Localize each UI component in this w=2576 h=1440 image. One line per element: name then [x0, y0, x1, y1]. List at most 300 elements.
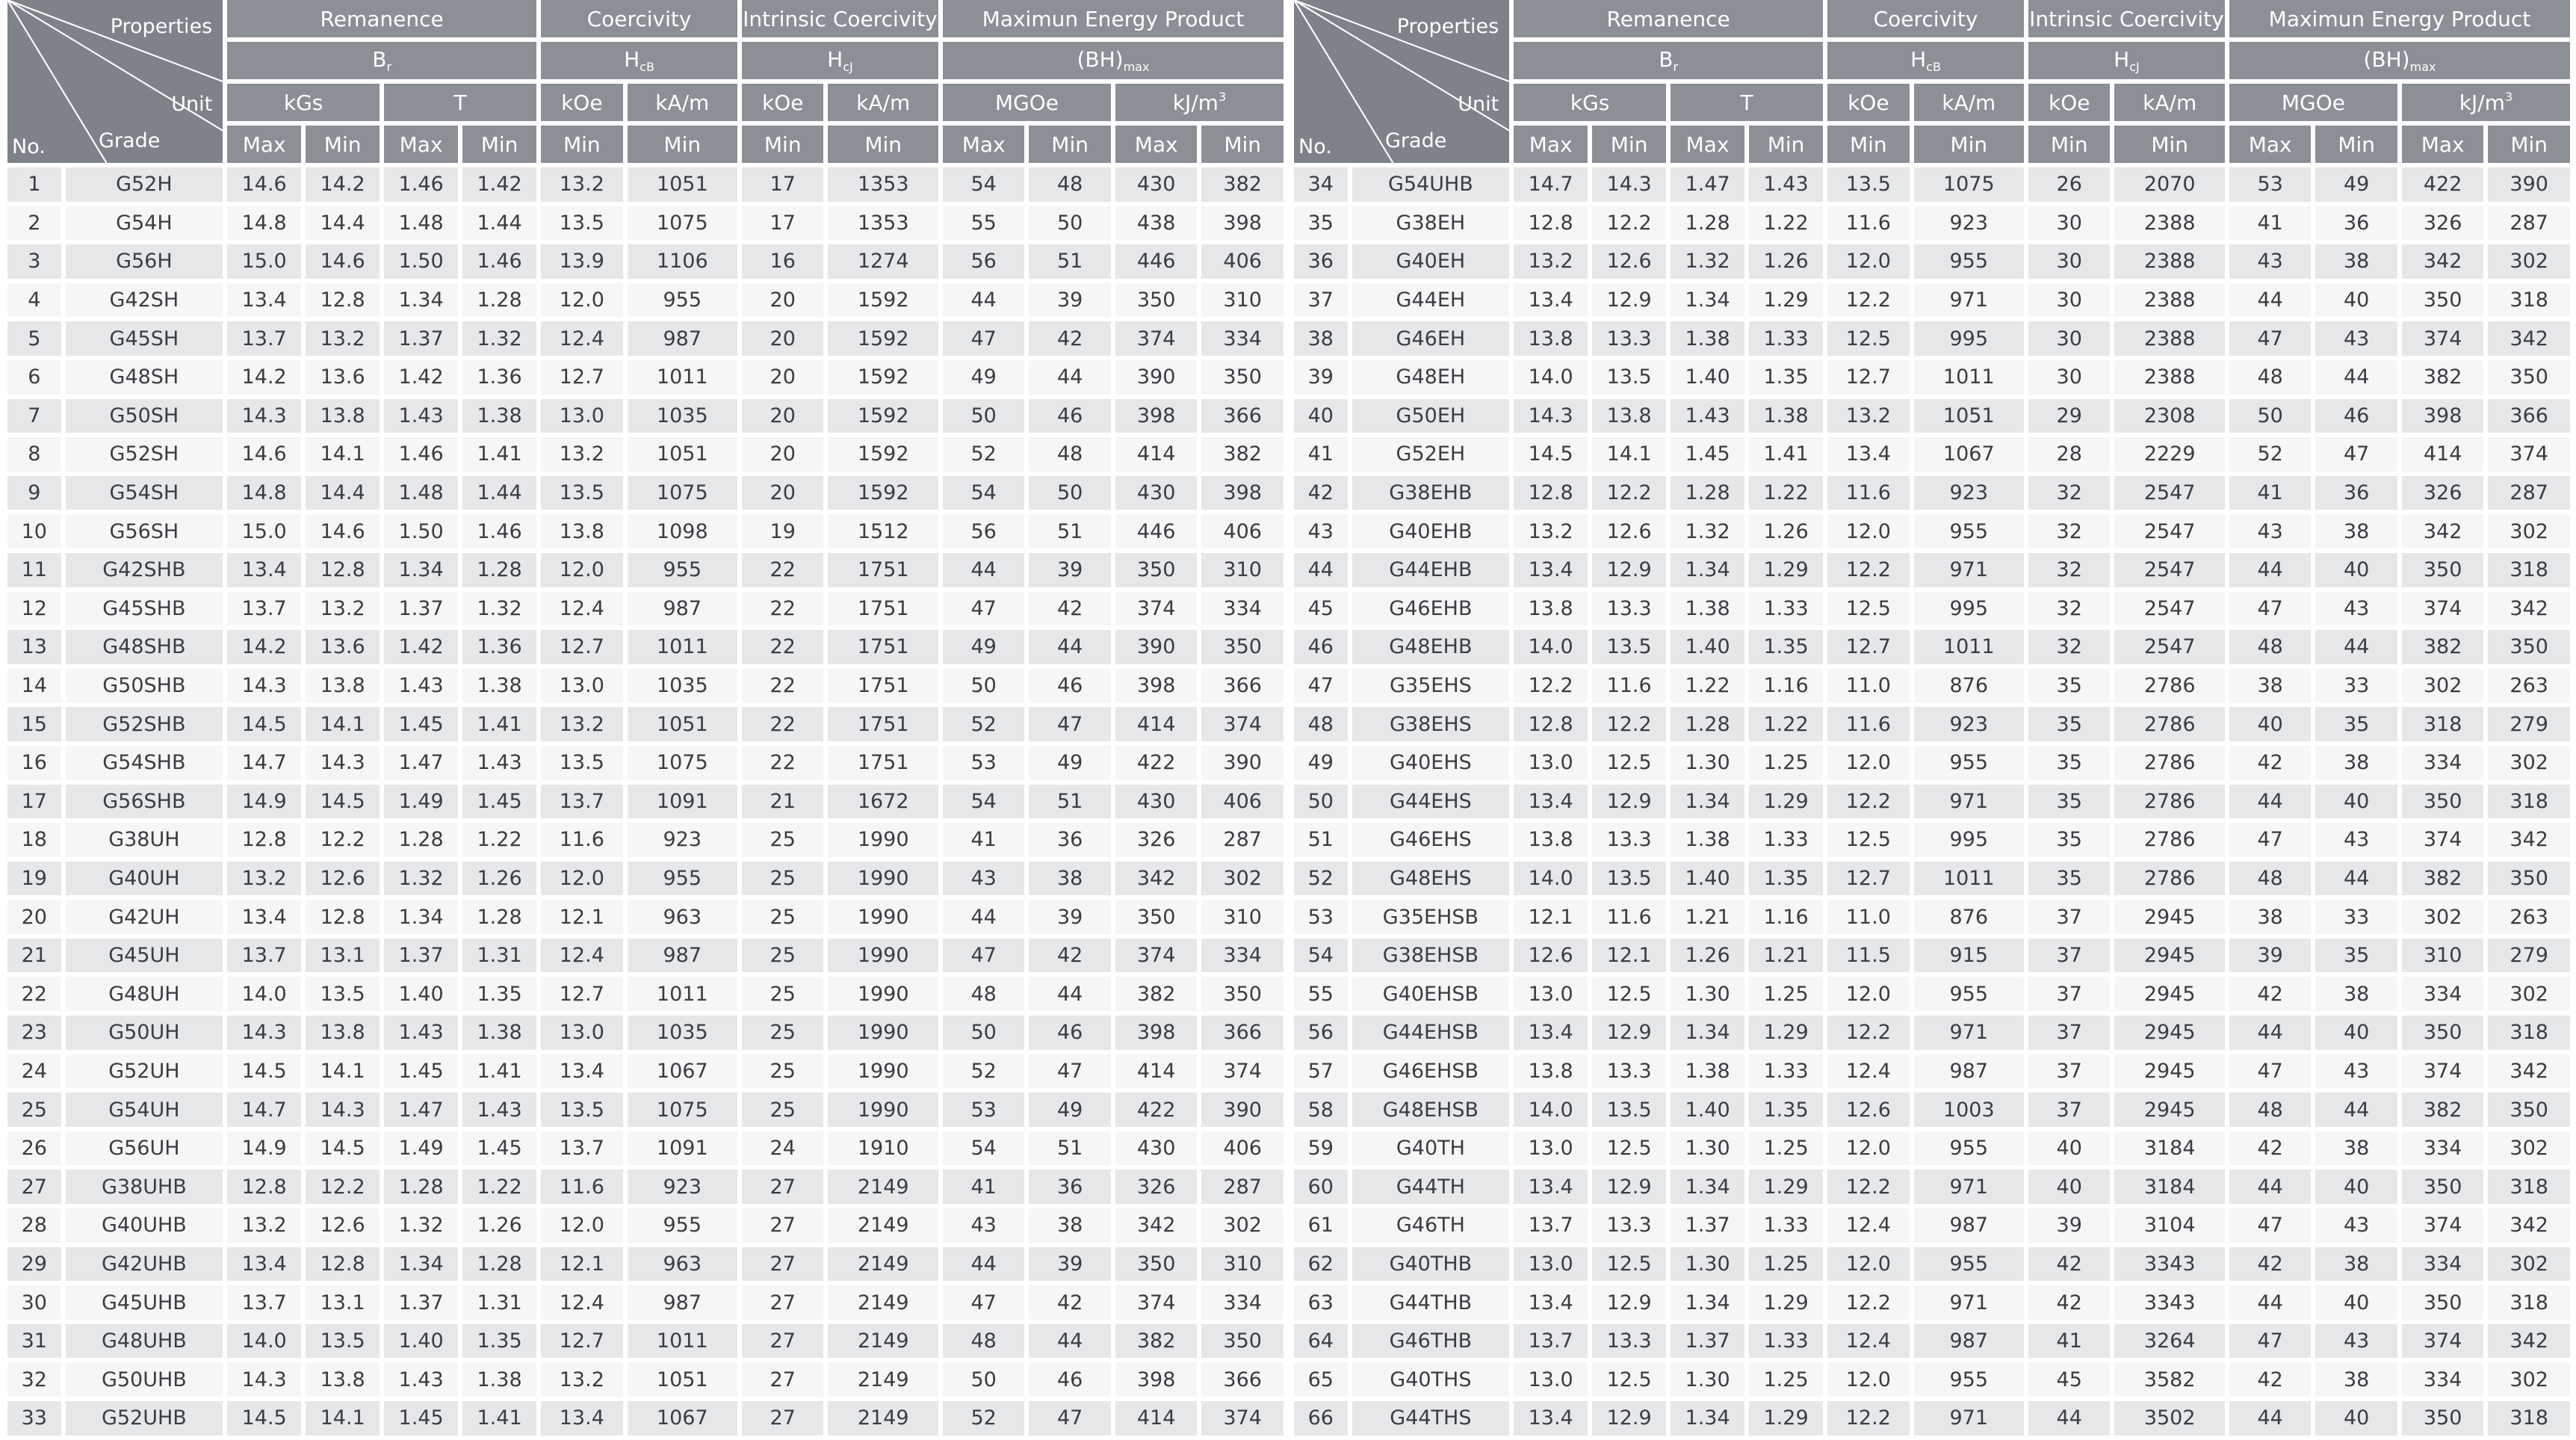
br-kgs-min-cell: 12.8: [306, 553, 380, 592]
br-t-min-cell: 1.25: [1749, 977, 1823, 1016]
bh-mgoe-max-cell: 39: [2229, 939, 2312, 977]
hcj-kam-min-cell: 2388: [2114, 321, 2224, 360]
br-t-min-cell: 1.29: [1749, 1016, 1823, 1054]
bh-mgoe-max-cell: 52: [943, 707, 1025, 746]
bh-kjm3-max-cell: 342: [1115, 862, 1198, 900]
grade-cell: G46THB: [1352, 1324, 1510, 1363]
hcb-kam-min-cell: 995: [1914, 321, 2024, 360]
limit-min: Min: [1827, 126, 1910, 167]
row-number-cell: 14: [7, 669, 61, 708]
br-t-min-cell: 1.36: [462, 360, 536, 399]
hcb-koe-min-cell: 12.2: [1827, 283, 1910, 322]
hcj-koe-min-cell: 28: [2028, 437, 2111, 476]
bh-kjm3-max-cell: 414: [1115, 1401, 1198, 1440]
grade-cell: G40EHB: [1352, 514, 1510, 553]
bh-kjm3-min-cell: 318: [2488, 1285, 2570, 1324]
table-body-right: [1294, 167, 2570, 1440]
row-number-cell: 34: [1294, 167, 1348, 206]
bh-kjm3-min-cell: 342: [2488, 1324, 2570, 1363]
br-kgs-max-cell: 14.8: [227, 206, 301, 245]
bh-kjm3-max-cell: 374: [1115, 939, 1198, 977]
bh-kjm3-max-cell: 430: [1115, 167, 1198, 206]
hcj-koe-min-cell: 39: [2028, 1208, 2111, 1247]
hcb-kam-min-cell: 971: [1914, 785, 2024, 823]
bh-mgoe-max-cell: 48: [943, 977, 1025, 1016]
bh-kjm3-max-cell: 422: [1115, 746, 1198, 785]
br-kgs-max-cell: 12.8: [1514, 476, 1588, 515]
bh-mgoe-min-cell: 38: [2315, 977, 2397, 1016]
hcj-kam-min-cell: 3264: [2114, 1324, 2224, 1363]
bh-kjm3-max-cell: 398: [1115, 1016, 1198, 1054]
hcb-kam-min-cell: 1075: [628, 746, 737, 785]
br-t-max-cell: 1.45: [384, 1401, 458, 1440]
br-t-min-cell: 1.46: [462, 514, 536, 553]
bh-mgoe-min-cell: 51: [1029, 1131, 1111, 1170]
hcj-koe-min-cell: 22: [742, 630, 824, 669]
br-t-min-cell: 1.43: [462, 1093, 536, 1131]
hcb-kam-min-cell: 955: [1914, 977, 2024, 1016]
br-kgs-max-cell: 13.7: [227, 321, 301, 360]
br-t-min-cell: 1.22: [1749, 707, 1823, 746]
row-number-cell: 13: [7, 630, 61, 669]
br-kgs-max-cell: 14.0: [1514, 360, 1588, 399]
bh-mgoe-min-cell: 38: [2315, 1362, 2397, 1401]
hcj-kam-min-cell: 1751: [828, 669, 938, 708]
br-t-max-cell: 1.37: [384, 321, 458, 360]
bh-kjm3-max-cell: 430: [1115, 1131, 1198, 1170]
br-t-min-cell: 1.31: [462, 939, 536, 977]
bh-mgoe-max-cell: 54: [943, 167, 1025, 206]
hcj-koe-min-cell: 20: [742, 283, 824, 322]
hcj-kam-min-cell: 3502: [2114, 1401, 2224, 1440]
grade-cell: G46EHS: [1352, 823, 1510, 862]
bh-mgoe-max-cell: 50: [943, 1016, 1025, 1054]
bh-kjm3-min-cell: 302: [2488, 514, 2570, 553]
bh-mgoe-min-cell: 38: [2315, 746, 2397, 785]
br-kgs-min-cell: 12.6: [1592, 514, 1666, 553]
hcb-kam-min-cell: 955: [1914, 1131, 2024, 1170]
bh-kjm3-min-cell: 366: [1201, 669, 1284, 708]
hcb-kam-min-cell: 876: [1914, 900, 2024, 939]
table-row: [7, 823, 1284, 862]
bh-kjm3-min-cell: 406: [1201, 244, 1284, 283]
br-t-max-cell: 1.32: [384, 1208, 458, 1247]
hcb-koe-min-cell: 12.7: [541, 977, 623, 1016]
br-t-min-cell: 1.25: [1749, 1131, 1823, 1170]
table-row: [7, 553, 1284, 592]
bh-kjm3-min-cell: 374: [2488, 437, 2570, 476]
bh-kjm3-min-cell: 342: [2488, 1208, 2570, 1247]
hcb-kam-min-cell: 955: [628, 553, 737, 592]
bh-mgoe-max-cell: 43: [2229, 514, 2312, 553]
bh-kjm3-max-cell: 334: [2402, 1131, 2484, 1170]
hcj-koe-min-cell: 25: [742, 1054, 824, 1093]
bh-kjm3-max-cell: 326: [1115, 1169, 1198, 1208]
hcj-kam-min-cell: 2149: [828, 1247, 938, 1286]
bh-mgoe-max-cell: 56: [943, 514, 1025, 553]
br-t-max-cell: 1.37: [1671, 1208, 1744, 1247]
table-panel-right: [1289, 0, 2575, 1440]
br-t-max-cell: 1.43: [384, 1362, 458, 1401]
bh-mgoe-max-cell: 50: [2229, 399, 2312, 438]
bh-mgoe-min-cell: 39: [1029, 553, 1111, 592]
br-t-max-cell: 1.40: [1671, 360, 1744, 399]
br-t-min-cell: 1.33: [1749, 823, 1823, 862]
bh-kjm3-min-cell: 374: [1201, 1054, 1284, 1093]
hcb-kam-min-cell: 1011: [1914, 862, 2024, 900]
bh-kjm3-min-cell: 334: [1201, 939, 1284, 977]
table-row: [1294, 244, 2570, 283]
br-t-max-cell: 1.32: [1671, 514, 1744, 553]
bh-mgoe-min-cell: 49: [1029, 1093, 1111, 1131]
br-t-max-cell: 1.30: [1671, 977, 1744, 1016]
br-t-max-cell: 1.37: [1671, 1324, 1744, 1363]
hcb-kam-min-cell: 1075: [628, 206, 737, 245]
br-kgs-max-cell: 12.2: [1514, 669, 1588, 708]
hcb-koe-min-cell: 11.6: [541, 823, 623, 862]
bh-mgoe-max-cell: 38: [2229, 900, 2312, 939]
br-kgs-max-cell: 14.5: [227, 1401, 301, 1440]
br-t-min-cell: 1.36: [462, 630, 536, 669]
bh-kjm3-min-cell: 406: [1201, 514, 1284, 553]
hcj-kam-min-cell: 1990: [828, 939, 938, 977]
bh-kjm3-max-cell: 342: [2402, 244, 2484, 283]
br-kgs-max-cell: 13.8: [1514, 321, 1588, 360]
br-t-min-cell: 1.22: [462, 1169, 536, 1208]
br-kgs-max-cell: 13.8: [1514, 1054, 1588, 1093]
bh-mgoe-max-cell: 53: [2229, 167, 2312, 206]
row-number-cell: 8: [7, 437, 61, 476]
grade-cell: G45UHB: [66, 1285, 223, 1324]
br-kgs-min-cell: 14.1: [306, 1054, 380, 1093]
row-number-cell: 19: [7, 862, 61, 900]
hcj-koe-min-cell: 25: [742, 1093, 824, 1131]
bh-mgoe-min-cell: 44: [2315, 1093, 2397, 1131]
hcj-koe-min-cell: 25: [742, 823, 824, 862]
hcb-kam-min-cell: 955: [1914, 1362, 2024, 1401]
bh-kjm3-min-cell: 406: [1201, 785, 1284, 823]
hcj-koe-min-cell: 35: [2028, 862, 2111, 900]
hcj-kam-min-cell: 3184: [2114, 1131, 2224, 1170]
hcb-koe-min-cell: 12.2: [1827, 1169, 1910, 1208]
br-t-max-cell: 1.49: [384, 785, 458, 823]
bh-kjm3-max-cell: 414: [2402, 437, 2484, 476]
limit-min: Min: [1914, 126, 2024, 167]
bh-mgoe-max-cell: 54: [943, 476, 1025, 515]
bh-kjm3-min-cell: 374: [1201, 1401, 1284, 1440]
hcj-koe-min-cell: 27: [742, 1169, 824, 1208]
hcb-koe-min-cell: 12.0: [1827, 977, 1910, 1016]
header-corner: [7, 0, 223, 167]
br-kgs-max-cell: 13.4: [227, 1247, 301, 1286]
grade-cell: G44EHS: [1352, 785, 1510, 823]
bh-kjm3-min-cell: 302: [2488, 746, 2570, 785]
hcj-koe-min-cell: 17: [742, 167, 824, 206]
bh-mgoe-min-cell: 46: [1029, 1016, 1111, 1054]
grade-cell: G42SHB: [66, 553, 223, 592]
hcj-koe-min-cell: 16: [742, 244, 824, 283]
hcj-kam-min-cell: 2149: [828, 1324, 938, 1363]
group-max-energy-product: Maximun Energy Product: [2229, 0, 2570, 42]
grade-cell: G56SH: [66, 514, 223, 553]
hcj-kam-min-cell: 1990: [828, 900, 938, 939]
br-kgs-max-cell: 13.2: [227, 862, 301, 900]
br-t-min-cell: 1.45: [462, 1131, 536, 1170]
hcb-kam-min-cell: 1051: [628, 437, 737, 476]
hcj-koe-min-cell: 25: [742, 939, 824, 977]
grade-cell: G52UH: [66, 1054, 223, 1093]
bh-kjm3-max-cell: 374: [2402, 823, 2484, 862]
bh-kjm3-max-cell: 374: [1115, 592, 1198, 631]
hcb-koe-min-cell: 12.5: [1827, 321, 1910, 360]
hcb-kam-min-cell: 1051: [1914, 399, 2024, 438]
br-t-max-cell: 1.34: [384, 900, 458, 939]
br-kgs-min-cell: 14.3: [306, 746, 380, 785]
row-number-cell: 6: [7, 360, 61, 399]
br-t-min-cell: 1.26: [1749, 244, 1823, 283]
bh-mgoe-min-cell: 51: [1029, 785, 1111, 823]
hcj-kam-min-cell: 2547: [2114, 553, 2224, 592]
br-kgs-max-cell: 12.6: [1514, 939, 1588, 977]
grade-cell: G52H: [66, 167, 223, 206]
br-t-min-cell: 1.29: [1749, 1169, 1823, 1208]
br-t-max-cell: 1.46: [384, 437, 458, 476]
hcb-kam-min-cell: 1075: [628, 476, 737, 515]
br-kgs-min-cell: 13.1: [306, 939, 380, 977]
hcb-kam-min-cell: 1051: [628, 1362, 737, 1401]
symbol-hcb: $H_{cB}$: [1827, 42, 2024, 84]
hcb-kam-min-cell: 1051: [628, 167, 737, 206]
bh-mgoe-max-cell: 52: [943, 1054, 1025, 1093]
table-row: [1294, 707, 2570, 746]
hcj-koe-min-cell: 20: [742, 321, 824, 360]
bh-kjm3-min-cell: 342: [2488, 823, 2570, 862]
hcj-koe-min-cell: 27: [742, 1285, 824, 1324]
br-t-min-cell: 1.31: [462, 1285, 536, 1324]
hcj-koe-min-cell: 22: [742, 592, 824, 631]
br-kgs-min-cell: 11.6: [1592, 669, 1666, 708]
grade-label: Grade: [99, 129, 161, 152]
row-number-cell: 4: [7, 283, 61, 322]
row-number-cell: 16: [7, 746, 61, 785]
table-row: [1294, 437, 2570, 476]
bh-kjm3-max-cell: 310: [2402, 939, 2484, 977]
hcj-koe-min-cell: 27: [742, 1247, 824, 1286]
hcb-kam-min-cell: 955: [628, 862, 737, 900]
br-kgs-max-cell: 14.5: [1514, 437, 1588, 476]
hcj-kam-min-cell: 2945: [2114, 1093, 2224, 1131]
bh-kjm3-max-cell: 374: [2402, 1208, 2484, 1247]
br-kgs-min-cell: 14.6: [306, 514, 380, 553]
hcj-kam-min-cell: 1990: [828, 823, 938, 862]
grade-cell: G54UHB: [1352, 167, 1510, 206]
hcb-kam-min-cell: 1051: [628, 707, 737, 746]
hcb-kam-min-cell: 1011: [628, 1324, 737, 1363]
bh-mgoe-min-cell: 43: [2315, 1054, 2397, 1093]
bh-mgoe-max-cell: 48: [2229, 360, 2312, 399]
br-kgs-max-cell: 14.3: [1514, 399, 1588, 438]
grade-cell: G48SHB: [66, 630, 223, 669]
bh-mgoe-min-cell: 39: [1029, 900, 1111, 939]
bh-kjm3-max-cell: 350: [2402, 1169, 2484, 1208]
br-kgs-max-cell: 13.4: [1514, 283, 1588, 322]
hcj-kam-min-cell: 1990: [828, 977, 938, 1016]
hcj-koe-min-cell: 24: [742, 1131, 824, 1170]
br-kgs-min-cell: 12.6: [1592, 244, 1666, 283]
hcj-koe-min-cell: 32: [2028, 553, 2111, 592]
hcb-koe-min-cell: 12.4: [1827, 1324, 1910, 1363]
grade-cell: G44EHB: [1352, 553, 1510, 592]
br-t-min-cell: 1.16: [1749, 669, 1823, 708]
bh-kjm3-max-cell: 374: [2402, 321, 2484, 360]
br-t-max-cell: 1.38: [1671, 592, 1744, 631]
br-t-max-cell: 1.22: [1671, 669, 1744, 708]
row-number-cell: 49: [1294, 746, 1348, 785]
hcb-kam-min-cell: 955: [1914, 514, 2024, 553]
bh-kjm3-min-cell: 318: [2488, 1401, 2570, 1440]
bh-mgoe-max-cell: 44: [943, 1247, 1025, 1286]
bh-mgoe-max-cell: 44: [2229, 1401, 2312, 1440]
hcb-koe-min-cell: 12.4: [1827, 1054, 1910, 1093]
bh-mgoe-min-cell: 40: [2315, 553, 2397, 592]
limit-min: Min: [2028, 126, 2111, 167]
unit-kgs: kGs: [227, 84, 380, 126]
hcb-koe-min-cell: 12.7: [541, 1324, 623, 1363]
bh-kjm3-min-cell: 263: [2488, 900, 2570, 939]
br-kgs-max-cell: 13.2: [1514, 514, 1588, 553]
br-t-max-cell: 1.34: [1671, 553, 1744, 592]
row-number-cell: 21: [7, 939, 61, 977]
grade-cell: G46TH: [1352, 1208, 1510, 1247]
br-t-min-cell: 1.35: [462, 1324, 536, 1363]
br-t-max-cell: 1.45: [1671, 437, 1744, 476]
br-kgs-max-cell: 14.0: [227, 977, 301, 1016]
bh-mgoe-max-cell: 41: [2229, 206, 2312, 245]
br-kgs-max-cell: 13.7: [1514, 1324, 1588, 1363]
hcj-kam-min-cell: 1274: [828, 244, 938, 283]
hcj-koe-min-cell: 29: [2028, 399, 2111, 438]
br-t-max-cell: 1.43: [384, 1016, 458, 1054]
hcb-koe-min-cell: 12.7: [541, 360, 623, 399]
bh-mgoe-min-cell: 38: [1029, 862, 1111, 900]
bh-kjm3-max-cell: 430: [1115, 476, 1198, 515]
row-number-cell: 40: [1294, 399, 1348, 438]
grade-cell: G40EHSB: [1352, 977, 1510, 1016]
bh-mgoe-max-cell: 52: [943, 437, 1025, 476]
br-t-max-cell: 1.40: [384, 977, 458, 1016]
limit-min: Min: [2488, 126, 2570, 167]
br-kgs-min-cell: 13.2: [306, 592, 380, 631]
br-kgs-min-cell: 12.9: [1592, 785, 1666, 823]
hcj-kam-min-cell: 1910: [828, 1131, 938, 1170]
table-row: [7, 1169, 1284, 1208]
hcb-koe-min-cell: 11.0: [1827, 669, 1910, 708]
bh-mgoe-max-cell: 44: [2229, 1169, 2312, 1208]
br-kgs-min-cell: 13.1: [306, 1285, 380, 1324]
limit-min: Min: [541, 126, 623, 167]
hcj-koe-min-cell: 27: [742, 1208, 824, 1247]
hcb-koe-min-cell: 13.4: [541, 1054, 623, 1093]
hcj-koe-min-cell: 21: [742, 785, 824, 823]
bh-mgoe-min-cell: 49: [1029, 746, 1111, 785]
grade-cell: G56SHB: [66, 785, 223, 823]
br-kgs-max-cell: 13.2: [227, 1208, 301, 1247]
bh-kjm3-min-cell: 342: [2488, 321, 2570, 360]
grade-cell: G54UH: [66, 1093, 223, 1131]
hcj-kam-min-cell: 2308: [2114, 399, 2224, 438]
limit-max: Max: [2229, 126, 2312, 167]
bh-mgoe-min-cell: 36: [2315, 206, 2397, 245]
br-t-max-cell: 1.37: [384, 592, 458, 631]
br-kgs-max-cell: 14.0: [1514, 1093, 1588, 1131]
grade-cell: G45UH: [66, 939, 223, 977]
bh-kjm3-max-cell: 430: [1115, 785, 1198, 823]
br-t-min-cell: 1.29: [1749, 283, 1823, 322]
br-kgs-max-cell: 13.0: [1514, 1131, 1588, 1170]
bh-mgoe-min-cell: 39: [1029, 1247, 1111, 1286]
limit-max: Max: [1115, 126, 1198, 167]
br-t-min-cell: 1.21: [1749, 939, 1823, 977]
bh-mgoe-min-cell: 43: [2315, 1208, 2397, 1247]
bh-mgoe-min-cell: 47: [1029, 707, 1111, 746]
table-row: [7, 244, 1284, 283]
hcj-koe-min-cell: 30: [2028, 206, 2111, 245]
table-row: [7, 746, 1284, 785]
bh-mgoe-max-cell: 47: [2229, 823, 2312, 862]
limit-max: Max: [384, 126, 458, 167]
table-row: [7, 476, 1284, 515]
hcj-kam-min-cell: 1990: [828, 1054, 938, 1093]
hcb-koe-min-cell: 12.4: [541, 939, 623, 977]
hcb-kam-min-cell: 971: [1914, 553, 2024, 592]
table-row: [1294, 1169, 2570, 1208]
limit-max: Max: [2402, 126, 2484, 167]
table-row: [7, 1093, 1284, 1131]
bh-kjm3-min-cell: 366: [1201, 1362, 1284, 1401]
table-row: [7, 1285, 1284, 1324]
br-kgs-min-cell: 12.9: [1592, 1016, 1666, 1054]
br-t-max-cell: 1.34: [1671, 1401, 1744, 1440]
br-t-max-cell: 1.34: [1671, 1169, 1744, 1208]
bh-mgoe-max-cell: 54: [943, 1131, 1025, 1170]
hcj-kam-min-cell: 1512: [828, 514, 938, 553]
hcb-kam-min-cell: 915: [1914, 939, 2024, 977]
hcb-koe-min-cell: 12.5: [1827, 823, 1910, 862]
br-t-max-cell: 1.45: [384, 1054, 458, 1093]
grade-cell: G54SHB: [66, 746, 223, 785]
hcb-kam-min-cell: 987: [628, 939, 737, 977]
br-t-max-cell: 1.47: [384, 746, 458, 785]
limit-min: Min: [2315, 126, 2397, 167]
br-t-max-cell: 1.34: [1671, 283, 1744, 322]
bh-mgoe-max-cell: 41: [943, 823, 1025, 862]
symbol-hcb: $H_{cB}$: [541, 42, 737, 84]
hcb-kam-min-cell: 971: [1914, 283, 2024, 322]
unit-koe: kOe: [2028, 84, 2111, 126]
bh-kjm3-max-cell: 326: [2402, 476, 2484, 515]
hcb-kam-min-cell: 987: [628, 321, 737, 360]
bh-kjm3-max-cell: 350: [1115, 283, 1198, 322]
br-kgs-max-cell: 13.7: [227, 1285, 301, 1324]
br-kgs-max-cell: 13.0: [1514, 746, 1588, 785]
bh-kjm3-min-cell: 390: [1201, 1093, 1284, 1131]
bh-kjm3-min-cell: 287: [2488, 206, 2570, 245]
hcj-koe-min-cell: 30: [2028, 360, 2111, 399]
hcb-kam-min-cell: 987: [628, 592, 737, 631]
grade-cell: G45SHB: [66, 592, 223, 631]
br-t-min-cell: 1.29: [1749, 785, 1823, 823]
table-row: [7, 437, 1284, 476]
